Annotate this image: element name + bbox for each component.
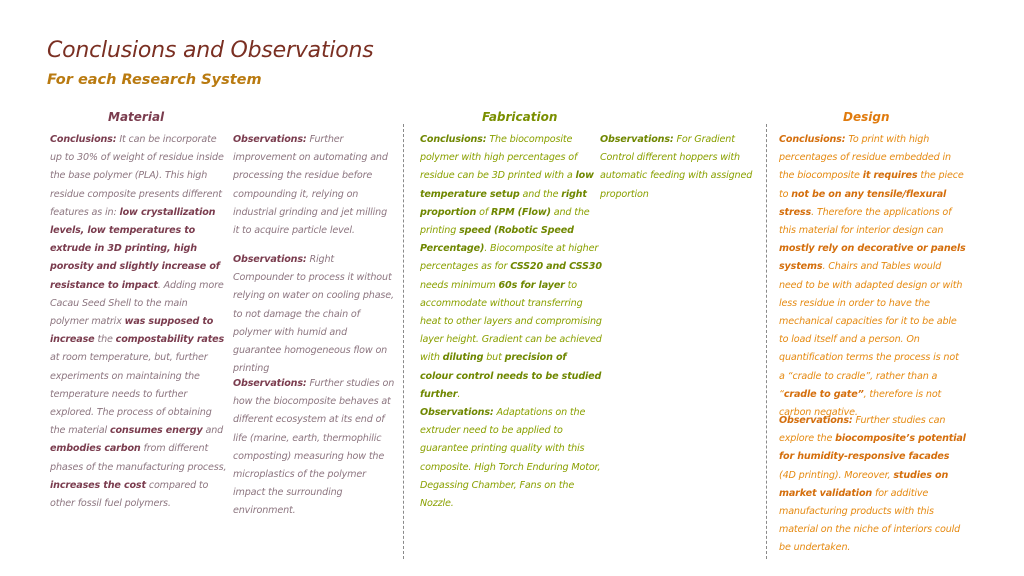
- text: For Gradient Control different hoppers with automatic feeding with assigned proportion: [600, 134, 753, 200]
- text: .: [457, 388, 461, 400]
- text: to accommodate without transferring heat to other layers and compromising layer height. Gradient can be achieved with: [420, 279, 602, 364]
- observations-label: Observations:: [233, 134, 307, 145]
- text: of: [479, 206, 489, 218]
- text: and the printing: [420, 206, 590, 237]
- observations-label: Observations:: [420, 407, 494, 418]
- page-title: Conclusions and Observations: [47, 38, 374, 63]
- emphasis: compostability rates: [115, 334, 225, 346]
- material-observation-3: [233, 375, 395, 521]
- observations-label: Observations:: [233, 378, 307, 389]
- emphasis: 60s for layer: [498, 279, 565, 291]
- text: needs minimum: [420, 279, 496, 291]
- fabrication-observation: [420, 404, 602, 513]
- emphasis: speed (Robotic Speed Percentage): [420, 225, 574, 255]
- material-heading: Material: [108, 110, 165, 124]
- text: . Therefore the applications of this material for interior design can: [779, 206, 952, 237]
- text: Further improvement on automating and processing the residue before compounding it, relying on industrial grinding and jet milling it to acquire particle level.: [233, 134, 388, 237]
- text: and: [205, 425, 224, 437]
- text: the: [97, 334, 113, 346]
- emphasis: RPM (Flow): [490, 206, 551, 218]
- emphasis: low crystallization levels, low temperatures to extrude in 3D printing, high porosity and slightly increase of resistance to impact: [50, 206, 220, 291]
- page-subtitle: For each Research System: [47, 72, 262, 88]
- column-divider-right: [766, 124, 767, 559]
- text: Further studies on how the biocomposite behaves at different ecosystem at its end of life (marine, earth, thermophilic composting) measuring how the microplastics of the polymer impact the surrounding environment.: [233, 378, 395, 517]
- text: , therefore is not carbon negative.: [779, 388, 942, 419]
- text: the piece to: [779, 170, 964, 200]
- material-conclusions: [50, 131, 228, 513]
- conclusions-label: Conclusions:: [779, 134, 846, 145]
- text: from different phases of the manufacturing process,: [50, 443, 227, 473]
- text: . Chairs and Tables would need to be with adapted design or with less residue in order to have the mechanical capacities for it to be able to load itself and a person. On quantification terms the process is not a “cradle to cradle”, rather than a “: [779, 261, 963, 400]
- emphasis: was supposed to increase: [50, 316, 214, 346]
- emphasis: biocomposite’s potential for humidity-responsive facades: [779, 433, 966, 463]
- text: It can be incorporate up to 30% of weight of residue inside the base polymer (PLA). This high residue composite presents different features as in:: [50, 134, 224, 218]
- emphasis: diluting: [442, 352, 484, 364]
- observations-label: Observations:: [779, 415, 853, 426]
- text: Right Compounder to process it without relying on water on cooling phase, to not damage the chain of polymer with humid and guarantee homogeneous flow on printing: [233, 254, 394, 375]
- emphasis: increases the cost: [50, 479, 146, 491]
- design-conclusions: [779, 131, 967, 422]
- text: (4D printing). Moreover,: [779, 469, 891, 481]
- text: compared to other fossil fuel polymers.: [50, 479, 209, 510]
- conclusions-label: Conclusions:: [420, 134, 487, 145]
- text: . Adding more Cacau Seed Shell to the main polymer matrix: [50, 279, 224, 328]
- text: Adaptations on the extruder need to be applied to guarantee printing quality with this composite. High Torch Enduring Motor, Degassing Chamber, Fans on the Nozzle.: [420, 407, 601, 510]
- observations-label: Observations:: [233, 254, 307, 265]
- emphasis: cradle to gate”: [783, 388, 864, 400]
- text: and the: [522, 188, 559, 200]
- emphasis: mostly rely on decorative or panels systems: [779, 243, 966, 273]
- fabrication-conclusions: [420, 131, 602, 404]
- emphasis: low temperature setup: [420, 170, 594, 200]
- emphasis: not be on any tensile/flexural stress: [779, 188, 947, 218]
- design-observation: [779, 412, 967, 558]
- text: . Biocomposite at higher percentages as for: [420, 243, 599, 273]
- fabrication-gradient-observation: [600, 131, 765, 204]
- column-divider-left: [403, 124, 404, 559]
- emphasis: it requires: [862, 170, 918, 182]
- observations-label: Observations:: [600, 134, 674, 145]
- text: Further studies can explore the: [779, 415, 946, 445]
- design-heading: Design: [843, 110, 890, 124]
- emphasis: precision of colour control needs to be studied further: [420, 352, 602, 400]
- conclusions-label: Conclusions:: [50, 134, 117, 145]
- emphasis: embodies carbon: [50, 443, 141, 455]
- fabrication-heading: Fabrication: [482, 110, 558, 124]
- text: for additive manufacturing products with this material on the niche of interiors could be undertaken.: [779, 487, 961, 554]
- text: at room temperature, but, further experiments on maintaining the temperature needs to further explored. The process of obtaining the material: [50, 352, 212, 437]
- text: The biocomposite polymer with high percentages of residue can be 3D printed with a: [420, 134, 578, 182]
- emphasis: right proportion: [420, 188, 587, 218]
- emphasis: CSS20 and CSS30: [510, 261, 602, 273]
- text: To print with high percentages of residue embedded in the biocomposite: [779, 134, 951, 182]
- text: but: [486, 352, 502, 364]
- material-observation-1: [233, 131, 395, 240]
- emphasis: studies on market validation: [779, 469, 949, 499]
- material-observation-2: [233, 251, 395, 378]
- emphasis: consumes energy: [109, 425, 203, 437]
